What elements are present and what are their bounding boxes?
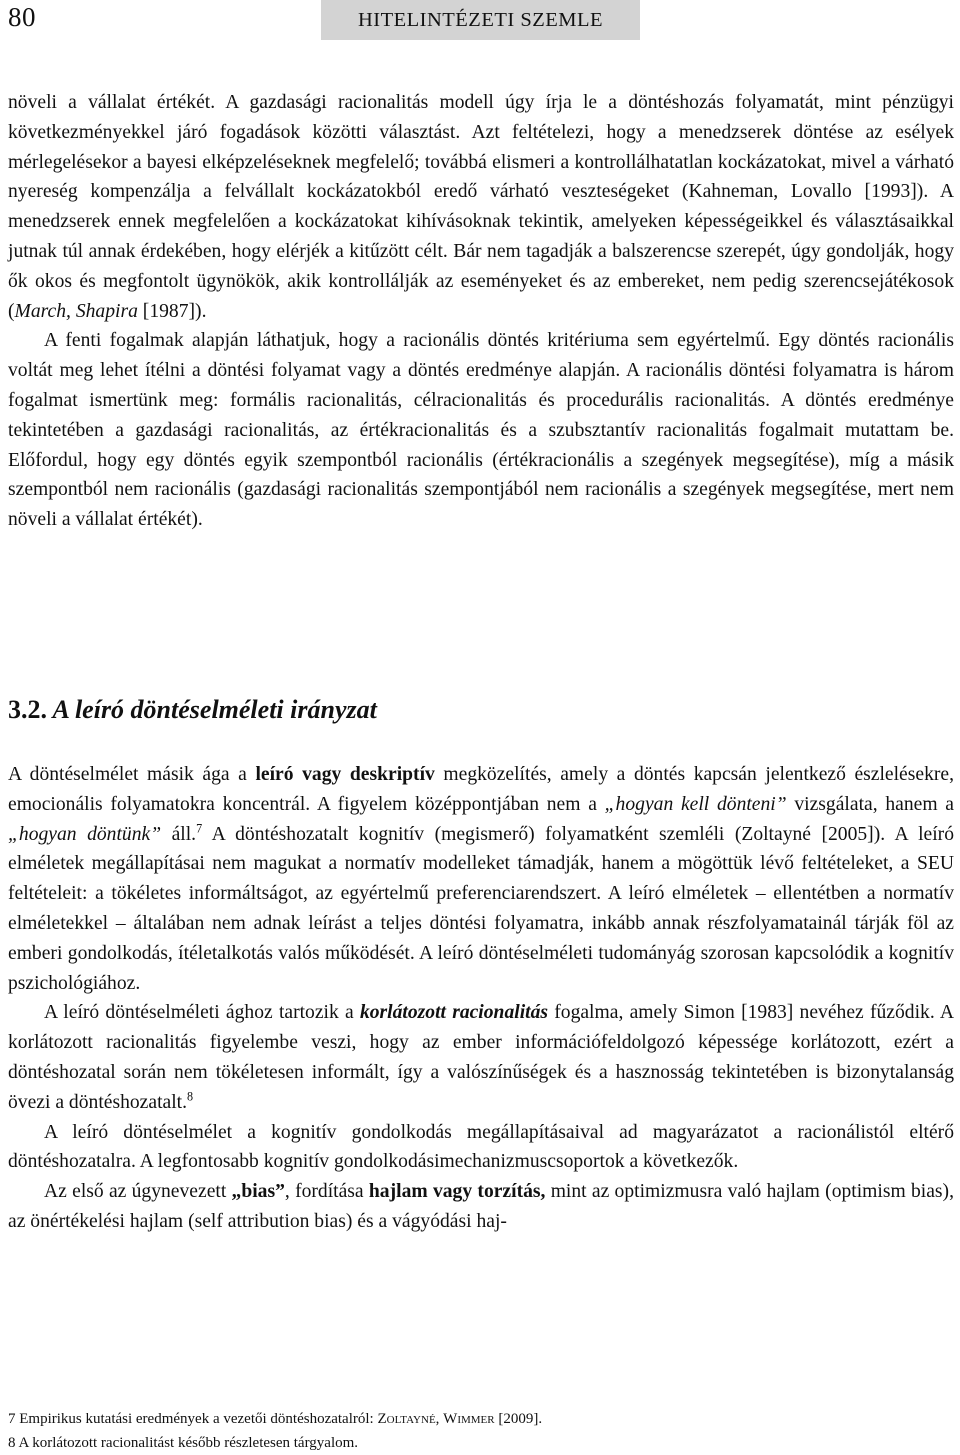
journal-title: HITELINTÉZETI SZEMLE xyxy=(321,0,640,40)
page-number: 80 xyxy=(8,2,36,32)
paragraph-cognitive: A leíró döntéselmélet a kognitív gondolkodás megállapításaival ad magyarázatot a racionálistól eltérő döntéshozatalra. A legfontosabb kognitív gondolkodásimechanizmuscsoportok a következők. xyxy=(8,1121,954,1173)
text-block-top xyxy=(8,88,954,535)
term-bias: „bias” xyxy=(231,1181,285,1203)
section-title: A leíró döntéselméleti irányzat xyxy=(52,695,377,724)
footnote-ref-7: 7 xyxy=(196,821,203,836)
section-heading xyxy=(8,692,377,728)
section-number: 3.2. xyxy=(8,695,47,724)
page-header xyxy=(0,0,960,46)
citation-march-shapira: March, Shapira xyxy=(14,300,138,322)
text-block-section xyxy=(8,760,954,1237)
paragraph-descriptive-intro: A döntéselmélet másik ága a leíró vagy deskriptív megközelítés, amely a döntés kapcsán jelentkező észlelésekre, emocionális folyamatokra koncentrál. A figyelem középpontjában nem a „hogyan kell dönteni” vizsgálata, hanem a „hogyan döntünk” áll.$^7$ A döntéshozatalt kognitív (megismerő) folyamatként szemléli (Zoltayné [2005]). A leíró elméletek megállapításai nem magukat a normatív modelleket támadják, hanem a mögöttük lévő feltételeket, a SEU feltételeit: a tökéletes informáltságot, az egyértelmű preferenciarendszert. A leíró elméletek – ellentétben a normatív elméletekkel – általában nem adnak leírást a teljes döntési folyamatra, inkább annak részfolyamatainál tárják föl az emberi gondolkodás, ítéletalkotás valós működését. A leíró döntéselméleti tudományág szorosan kapcsolódik a kognitív pszichológiához. xyxy=(8,764,955,994)
paragraph-bias: Az első az úgynevezett „bias”, fordítása hajlam vagy torzítás, mint az optimizmusra való hajlam (optimism bias), az önértékelési hajlam (self attribution bias) és a vágyódási haj- xyxy=(8,1181,954,1232)
footnote-ref-8: 8 xyxy=(187,1089,194,1104)
paragraph-continued: növeli a vállalat értékét. A gazdasági racionalitás modell úgy írja le a döntéshozás folyamatát, mint pénzügyi következményekkel járó fogadások közötti választást. Azt feltételezi, hogy a menedzserek döntése az esélyek mérlegelésekor a bayesi elképzeléseknek megfelelő; továbbá elismeri a kontrollálhatatlan kockázatokat, mivel a várható nyereség kompenzálja a felvállalt kockázatokból eredő várható veszteségeket (Kahneman, Lovallo [1993]). A menedzserek ennek megfelelően a kockázatokat kihívásoknak tekintik, amelyeken képességeikkel és választásaikkal jutnak túl annak érdekében, hogy elérjék a kitűzött célt. Bár nem tagadják a balszerencse szerepét, úgy gondolják, hogy ők okos és megfontolt ügynökök, akik kontrollálják az eseményeket és az embereket, nem pedig szerencsejátékosok (March, Shapira [1987]). xyxy=(8,92,954,322)
paragraph-rationality-criteria: A fenti fogalmak alapján láthatjuk, hogy a racionális döntés kritériuma sem egyértelmű. Egy döntés racionális voltát meg lehet ítélni a döntési folyamat vagy a döntés eredménye alapján. A racionális döntési folyamatra is három fogalmat ismertünk meg: formális racionalitás, célracionalitás és procedurális racionalitás. A döntés eredménye tekintetében a gazdasági racionalitás, az értékracionalitás és a szubsztantív racionalitás fogalmait mutattam be. Előfordul, hogy egy döntés egyik szempontból racionális (értékracionális a szegények megsegítése), míg a másik szempontból nem racionális (gazdasági racionalitás szempontjából nem racionális a szegények megsegítése, mert nem növeli a vállalat értékét). xyxy=(8,330,954,531)
footnotes xyxy=(8,1407,954,1455)
term-bounded-rationality: korlátozott racionalitás xyxy=(359,1002,549,1024)
term-tendency: hajlam vagy torzítás, xyxy=(368,1181,546,1203)
footnote-7: 7 Empirikus kutatási eredmények a vezetői döntéshozatalról: Zoltayné, Wimmer [2009]. xyxy=(8,1411,543,1427)
footnote-8: 8 A korlátozott racionalitást később részletesen tárgyalom. xyxy=(8,1435,359,1451)
term-descriptive: leíró vagy deskriptív xyxy=(255,764,435,785)
paragraph-bounded-rationality: A leíró döntéselméleti ághoz tartozik a korlátozott racionalitás fogalma, amely Simon [1983] nevéhez fűződik. A korlátozott racionalitás figyelembe veszi, hogy az ember információfeldolgozó képessége korlátozott, ezért a döntéshozatal során nem tökéletesen informált, így a valószínűségek és a hasznosság tekintetében is bizonytalanság övezi a döntéshozatalt.$^8$ xyxy=(8,1002,955,1113)
